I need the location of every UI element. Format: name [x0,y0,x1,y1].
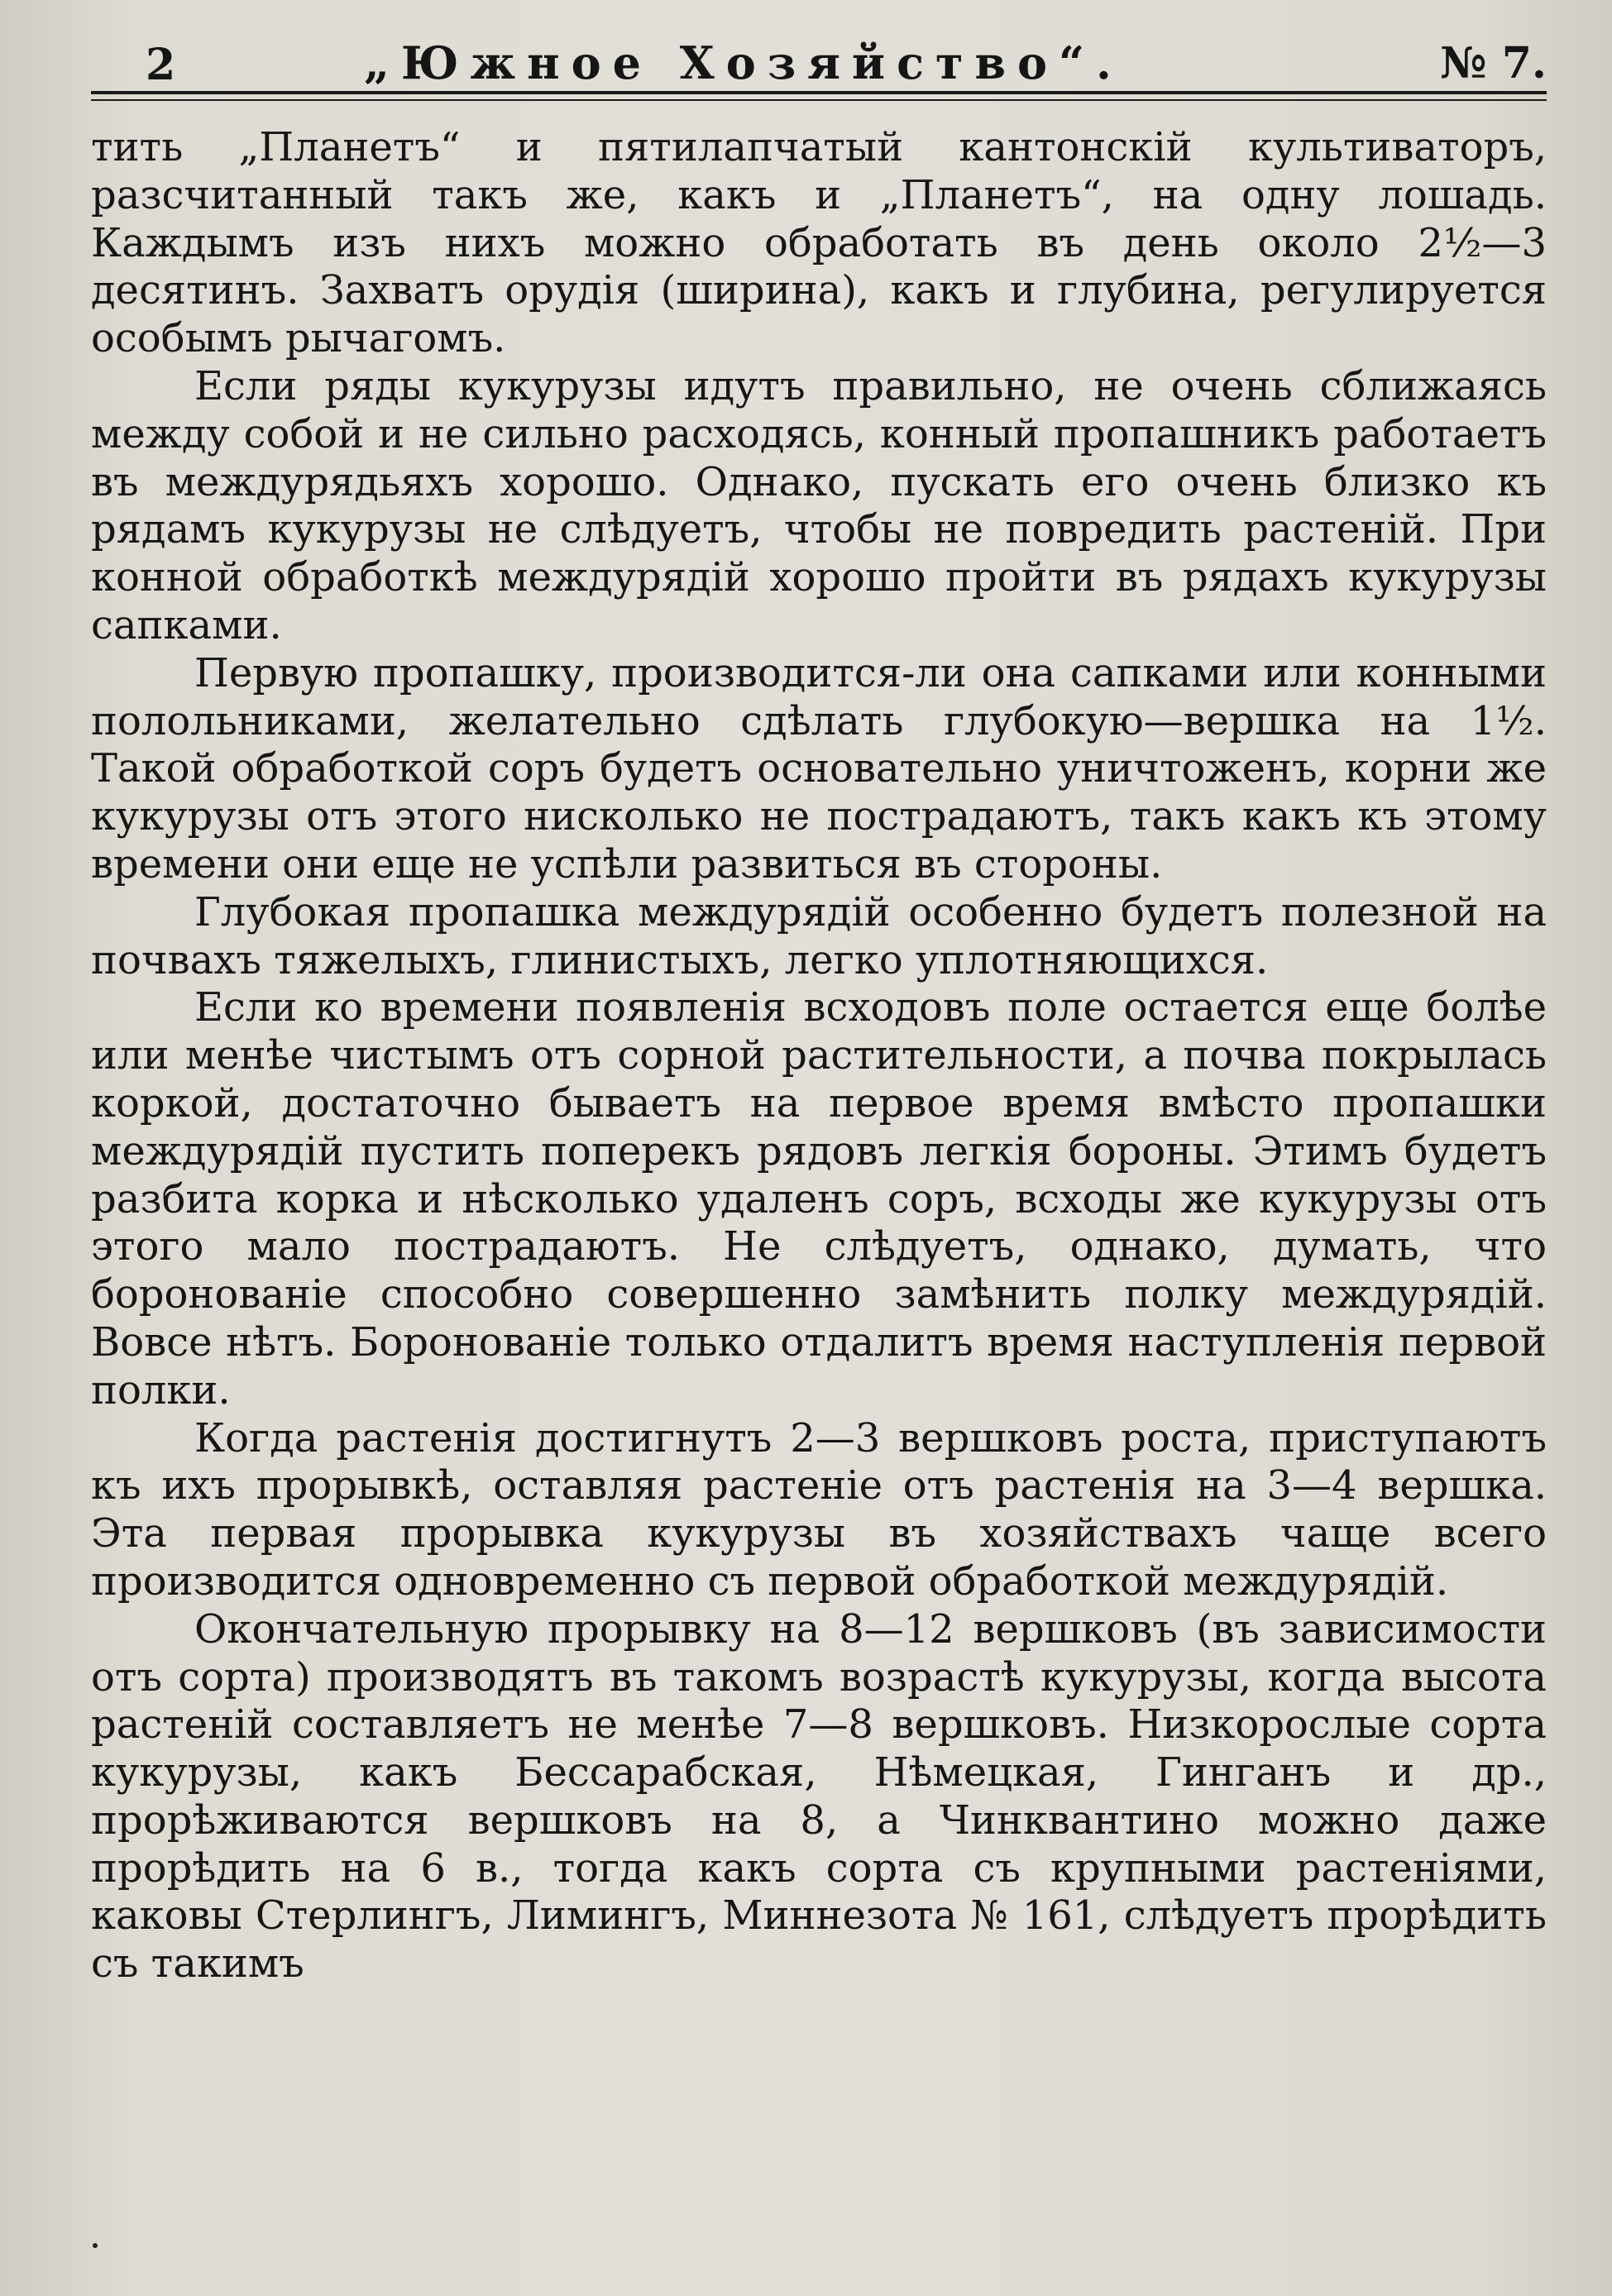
paragraph: Если ко времени появленія всходовъ поле остается еще болѣе или менѣе чистымъ отъ сорной растительности, а почва покрылась коркой, достаточно бываетъ на первое время вмѣсто пропашки междурядій пустить поперекъ рядовъ легкія бороны. Этимъ будетъ разбита корка и нѣсколько удаленъ соръ, всходы же кукурузы отъ этого мало пострадаютъ. Не слѣдуетъ, однако, думать, что боронованіе способно совершенно замѣнить полку междурядій. Вовсе нѣтъ. Боронованіе только отдалитъ время наступленія первой полки. [91,984,1547,1413]
ink-speck [93,2243,98,2248]
header-rule [91,91,1547,94]
paragraph: тить „Планетъ“ и пятилапчатый кантонскій культиваторъ, разсчитанный такъ же, какъ и „Планетъ“, на одну лошадь. Каждымъ изъ нихъ можно обработать въ день около 2½—3 десятинъ. Захватъ орудія (ширина), какъ и глубина, регулируется особымъ рычагомъ. [91,124,1547,362]
header-rule-thin [91,99,1547,101]
journal-title: „Южное Хозяйство“. [364,36,1123,89]
article-body [91,124,1547,1988]
paragraph: Первую пропашку, производится-ли она сапками или конными полольниками, желательно сдѣлать глубокую—вершка на 1½. Такой обработкой соръ будетъ основательно уничтоженъ, корни же кукурузы отъ этого нисколько не пострадаютъ, такъ какъ къ этому времени они еще не успѣли развиться въ стороны. [91,649,1547,887]
paragraph: Окончательную прорывку на 8—12 вершковъ (въ зависимости отъ сорта) производятъ въ такомъ возрастѣ кукурузы, когда высота растеній составляетъ не менѣе 7—8 вершковъ. Низкорослые сорта кукурузы, какъ Бессарабская, Нѣмецкая, Гинганъ и др., прорѣживаются вершковъ на 8, а Чинквантино можно даже прорѣдить на 6 в., тогда какъ сорта съ крупными растеніями, каковы Стерлингъ, Лимингъ, Миннезота № 161, слѣдуетъ прорѣдить съ такимъ [91,1605,1547,1987]
paragraph: Когда растенія достигнутъ 2—3 вершковъ роста, приступаютъ къ ихъ прорывкѣ, оставляя растеніе отъ растенія на 3—4 вершка. Эта первая прорывка кукурузы въ хозяйствахъ чаще всего производится одновременно съ первой обработкой междурядій. [91,1414,1547,1605]
running-header [91,30,1547,96]
paragraph: Если ряды кукурузы идутъ правильно, не очень сближаясь между собой и не сильно расходясь, конный пропашникъ работаетъ въ междурядьяхъ хорошо. Однако, пускать его очень близко къ рядамъ кукурузы не слѣдуетъ, чтобы не повредить растеній. При конной обработкѣ междурядій хорошо пройти въ рядахъ кукурузы сапками. [91,362,1547,648]
paragraph: Глубокая пропашка междурядій особенно будетъ полезной на почвахъ тяжелыхъ, глинистыхъ, легко уплотняющихся. [91,888,1547,983]
page-number: 2 [146,40,176,90]
issue-number: № 7. [1440,38,1547,88]
